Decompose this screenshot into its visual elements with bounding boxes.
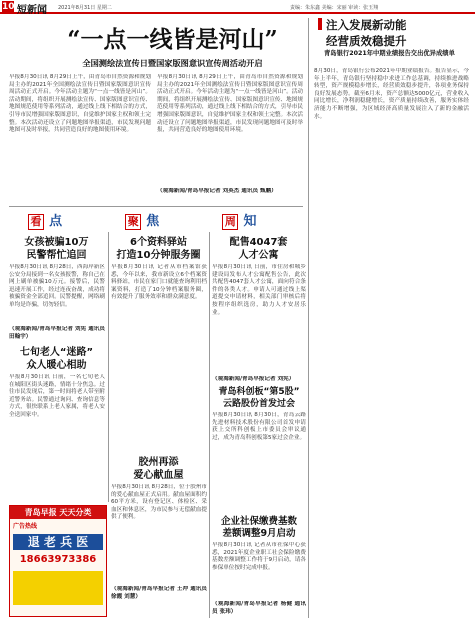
section-title: 短新闻 [17, 5, 47, 16]
banner-char-kan: 看 [28, 214, 44, 230]
col3-body-1: 早报8月30日讯 日前，市住房和城乡建设局发布人才公寓配售公告，此次共配售4047套人才公寓，面向符合条件的各类人才。申请人可通过线上渠道提交申请材料，相关部门审核后将按程序组织选房，助力人才安居乐业。 [212, 264, 306, 316]
col2-headline-2b: 爱心献血屋 [133, 470, 184, 481]
page-header [0, 0, 475, 14]
banner-char-ju: 聚 [125, 214, 141, 230]
col1-headline-1: 女孩被骗10万 [24, 237, 89, 248]
col3-headline-1: 配售4047套 [229, 237, 288, 248]
col3-byline-3: （观海新闻/青岛早报记者 杨健 通讯员 张玮） [212, 601, 306, 615]
editor-credits: 责编：朱东鑫 美编：宋丽 审读：张玉翔 [290, 5, 379, 11]
banner-char-zhi: 知 [243, 214, 257, 229]
col2-body-1: 早报8月30日讯 记者从市档案馆获悉，今年以来，我市新设立6个档案资料驿站，市民在家门口就能查询利用档案资料，打造了10分钟档案服务圈，有效提升了服务效率和群众满意度。 [111, 264, 207, 301]
col1-headline-2: 七旬老人“迷路” [19, 347, 94, 358]
feature-marker [318, 18, 322, 30]
feature-body: 8月30日，青岛银行公布2021年中期业绩报告。报告显示，今年上半年，青岛银行坚持稳中求进工作总基调，持续推进战略转型，资产规模稳步增长，经营质效稳步提升，各项业务保持良好发展态势。截至6月末，资产总额达5000亿元，营业收入同比增长，净利润稳健增长，资产质量持续改善，服务实体经济能力不断增强，为区域经济高质量发展注入了新的金融活水。 [314, 68, 469, 120]
lead-byline: （观海新闻/青岛早报记者 刘英杰 通讯员 甄鹏） [157, 188, 277, 194]
col2-body-2: 早报8月30日讯 8月28日，位于胶州市的爱心献血屋正式启用。献血屋面积约60平方米，设有登记区、体检区、采血区和休息区，为市民参与无偿献血提供了便利。 [111, 484, 207, 521]
lead-body-left: 早报8月30日讯 8月29日上午，由青岛市自然资源和规划局主办的2021年全国测绘法宣传日暨国家版图意识宣传周活动正式开启。今年活动主题为“一点一线皆是河山”。活动期间，将组织开展测绘法宣传、国家版图意识宣传、地图规范使用等系列活动，通过线上线下相结合的方式，引导市民增强国家版图意识，自觉维护国家主权和领土完整。本次活动还设立了问题地图举报渠道，市民发现问题地图可及时举报，共同营造良好的地图使用环境。 [9, 74, 151, 134]
col3-body-2: 早报8月30日讯 8月30日，青岛云路先进材料技术股份有限公司首发申请获上交所科创板上市委员会审议通过，成为青岛科创板第5家过会企业。 [212, 412, 306, 441]
lead-headline: “一点一线皆是河山” [67, 26, 278, 53]
col3-headline-2b: 云路股份首发过会 [222, 399, 295, 409]
col3-headline-3: 企业社保缴费基数 [220, 516, 297, 527]
banner-char-zhou: 周 [222, 214, 238, 230]
col2-headline-1: 6个资料驿站 [130, 237, 187, 248]
banner-char-dian: 点 [49, 214, 63, 229]
col1-byline-1: （观海新闻/青岛早报记者 刘宪 通讯员 田翰宇） [9, 326, 105, 340]
banner-char-jiao: 焦 [146, 214, 160, 229]
ad-image-block [13, 571, 103, 605]
col2-byline-2: （观海新闻/青岛早报记者 王冲 通讯员 徐霞 刘慧） [111, 586, 207, 600]
col1-body-1: 早报8月30日讯 8月28日，西海岸新区公安分局接到一名女孩报警，称自己在网上刷单被骗10万元。接警后，民警迅速开展工作，经过连夜奋战，成功将被骗资金全部追回。民警提醒，网络刷单均是诈骗，切勿轻信。 [9, 264, 105, 308]
col1-headline-1b: 民警帮忙追回 [26, 250, 87, 261]
col3-headline-3b: 差额调整9月启动 [222, 528, 296, 539]
section-banner [28, 210, 288, 232]
classified-ads [9, 505, 107, 617]
ad-banner-title: 青岛早报 天天分类 [10, 506, 106, 519]
feature-headline: 注入发展新动能 [326, 18, 407, 32]
ad-phone-3: 18663973386 [19, 554, 97, 565]
date-line: 2021年8月31日 星期二 [58, 5, 112, 11]
col2-headline-2: 胶州再添 [138, 457, 179, 468]
col3-headline-2: 青岛科创板“第5股” [218, 387, 300, 397]
column-rule [308, 18, 309, 618]
col3-byline-1: （观海新闻/青岛早报记者 刘宪） [212, 376, 295, 382]
col3-headline-1b: 人才公寓 [238, 250, 279, 261]
banner-rule [9, 206, 303, 207]
lead-body-right: 早报8月30日讯 8月29日上午，由青岛市自然资源和规划局主办的2021年全国测绘法宣传日暨国家版图意识宣传周活动正式开启。今年活动主题为“一点一线皆是河山”。活动期间，将组织开展测绘法宣传、国家版图意识宣传、地图规范使用等系列活动，通过线上线下相结合的方式，引导市民增强国家版图意识，自觉维护国家主权和领土完整。本次活动还设立了问题地图举报渠道，市民发现问题地图可及时举报，共同营造良好的地图使用环境。 [157, 74, 303, 134]
ad-title-veteran: 退 老 兵 医 [13, 534, 103, 550]
feature-subhead: 青岛银行2021年中期业绩报告交出优异成绩单 [324, 50, 455, 57]
col3-body-3: 早报8月30日讯 记者从市社保中心获悉，2021年度企业职工社会保险缴费基数差额调整工作将于9月启动，请各参保单位按时完成申报。 [212, 542, 306, 571]
col1-headline-2b: 众人暖心相助 [26, 360, 87, 371]
column-rule-1 [108, 232, 109, 502]
page-number: 10 [2, 2, 15, 12]
col2-headline-1b: 打造10分钟服务圈 [116, 250, 201, 261]
column-rule-2 [209, 232, 210, 618]
feature-headline-2: 经营质效稳提升 [326, 34, 407, 48]
ad-hotline-label: 广告热线 [13, 523, 38, 530]
lead-subheadline: 全国测绘法宣传日暨国家版图意识宣传周活动开启 [82, 58, 263, 68]
col1-body-2: 早报8月30日讯 日前，一名七旬老人在城阳区街头迷路，情绪十分焦急。过往市民发现后，第一时间将老人带至附近警务站。民警通过询问、查询信息等方式，很快联系上老人家属，将老人安全送回家中。 [9, 374, 105, 418]
